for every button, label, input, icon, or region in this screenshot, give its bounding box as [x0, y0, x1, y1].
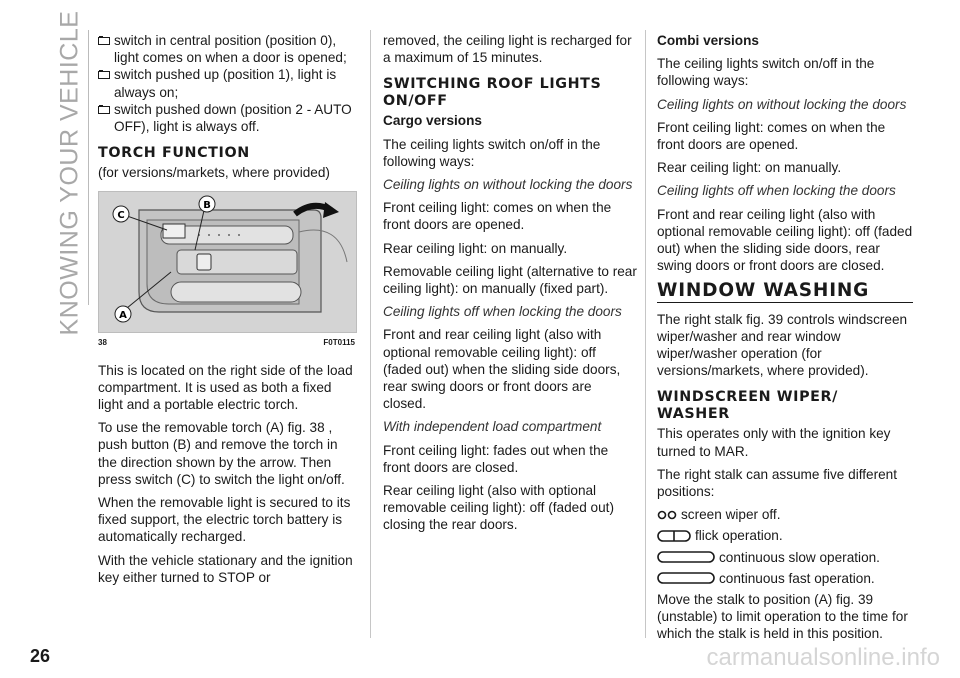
wiper-off-icon	[657, 510, 677, 520]
paragraph: Rear ceiling light: on manually.	[657, 160, 842, 176]
section-side-title: KNOWING YOUR VEHICLE	[55, 10, 84, 336]
bullet-item	[98, 66, 360, 100]
bullet-marker-icon	[98, 105, 110, 114]
window-washing-heading: WINDOW WASHING	[657, 282, 913, 302]
column-1	[98, 32, 360, 592]
bullet-text: switch pushed down (position 2 - AUTO OFF), light is always off.	[114, 101, 352, 135]
torch-figure	[98, 191, 357, 333]
paragraph: Front ceiling light: comes on when the front doors are opened.	[383, 200, 612, 233]
italic-subheading: Ceiling lights off when locking the doors	[383, 304, 622, 320]
paragraph: removed, the ceiling light is recharged for a maximum of 15 minutes.	[383, 33, 632, 66]
wiper-flick-icon	[657, 530, 691, 542]
paragraph: The right stalk fig. 39 controls windscreen wiper/washer and rear window wiper/washer operation (for versions/markets, where provided).	[657, 311, 908, 379]
column-3	[657, 32, 913, 649]
bullet-text: switch pushed up (position 1), light is always on;	[114, 67, 337, 100]
paragraph: The ceiling lights switch on/off in the following ways:	[383, 136, 601, 169]
bullet-text: switch in central position (position 0), light comes on when a door is opened;	[114, 33, 347, 66]
wiper-position-text: continuous slow operation.	[719, 549, 880, 565]
paragraph: To use the removable torch (A) fig. 38 , push button (B) and remove the torch in the direction shown by the arrow. Then press switch (C) to switch the light on/off.	[98, 420, 345, 487]
paragraph: Move the stalk to position (A) fig. 39 (unstable) to limit operation to the time for which the stalk is held in this position.	[657, 592, 908, 642]
paragraph: When the removable light is secured to its fixed support, the electric torch battery is automatically recharged.	[98, 495, 351, 545]
paragraph: Removable ceiling light (alternative to rear ceiling light): on manually (fixed part).	[383, 263, 637, 297]
italic-subheading: Ceiling lights on without locking the doors	[657, 96, 907, 112]
paragraph: Front and rear ceiling light (also with optional removable ceiling light): off (faded out) when the sliding side doors, rear swing doors or front doors are closed.	[657, 206, 913, 274]
figure-code: F0T0115	[323, 338, 355, 348]
paragraph: Front ceiling light: comes on when the front doors are opened.	[657, 119, 886, 153]
figure-label-c: C	[117, 210, 125, 222]
wiper-position-text: flick operation.	[695, 528, 783, 544]
italic-subheading: Ceiling lights on without locking the doors	[383, 177, 633, 193]
torch-illustration	[99, 192, 356, 332]
wiper-slow-icon	[657, 551, 715, 563]
paragraph: The right stalk can assume five different positions:	[657, 466, 898, 500]
bullet-marker-icon	[98, 36, 110, 45]
italic-subheading: Ceiling lights off when locking the doors	[657, 183, 896, 199]
watermark: carmanualsonline.info	[706, 644, 940, 671]
paragraph: Rear ceiling light: on manually.	[383, 240, 568, 256]
bullet-item	[98, 101, 360, 135]
bullet-item	[98, 32, 360, 66]
wiper-position-item	[657, 506, 913, 523]
column-divider-1	[370, 30, 371, 638]
wiper-position-item	[657, 549, 913, 566]
wiper-position-text: screen wiper off.	[681, 507, 781, 523]
wiper-fast-icon	[657, 572, 715, 584]
paragraph: This operates only with the ignition key turned to MAR.	[657, 426, 891, 459]
paragraph: The ceiling lights switch on/off in the following ways:	[657, 56, 875, 89]
section-side-title-wrap	[52, 10, 88, 336]
column-divider-2	[645, 30, 646, 638]
paragraph: Rear ceiling light (also with optional removable ceiling light): off (faded out) closing the rear doors.	[383, 483, 614, 533]
paragraph: With the vehicle stationary and the ignition key either turned to STOP or	[98, 552, 353, 585]
figure-caption	[98, 334, 355, 351]
paragraph: Front and rear ceiling light (also with optional removable ceiling light): off (faded out) when the sliding side doors, rear swing doors or front doors are closed.	[383, 327, 621, 412]
wiper-position-item	[657, 570, 913, 587]
figure-label-a: A	[119, 310, 127, 322]
wiper-position-item	[657, 527, 913, 544]
page-number: 26	[30, 646, 51, 666]
paragraph: This is located on the right side of the load compartment. It is used as both a fixed light and a portable electric torch.	[98, 362, 353, 413]
column-2	[383, 32, 637, 540]
torch-heading: TORCH FUNCTION	[98, 145, 250, 162]
bullet-marker-icon	[98, 70, 110, 79]
torch-note: (for versions/markets, where provided)	[98, 165, 330, 181]
combi-subheading: Combi versions	[657, 33, 759, 48]
roof-lights-heading: SWITCHING ROOF LIGHTS ON/OFF	[383, 76, 602, 110]
italic-subheading: With independent load compartment	[383, 419, 602, 435]
cargo-subheading: Cargo versions	[383, 113, 482, 129]
side-divider	[88, 30, 89, 305]
wiper-position-text: continuous fast operation.	[719, 570, 875, 586]
figure-number: 38	[98, 338, 107, 348]
paragraph: Front ceiling light: fades out when the front doors are closed.	[383, 442, 609, 475]
figure-label-b: B	[203, 200, 211, 212]
wiper-washer-heading: WINDSCREEN WIPER/ WASHER	[657, 389, 838, 423]
